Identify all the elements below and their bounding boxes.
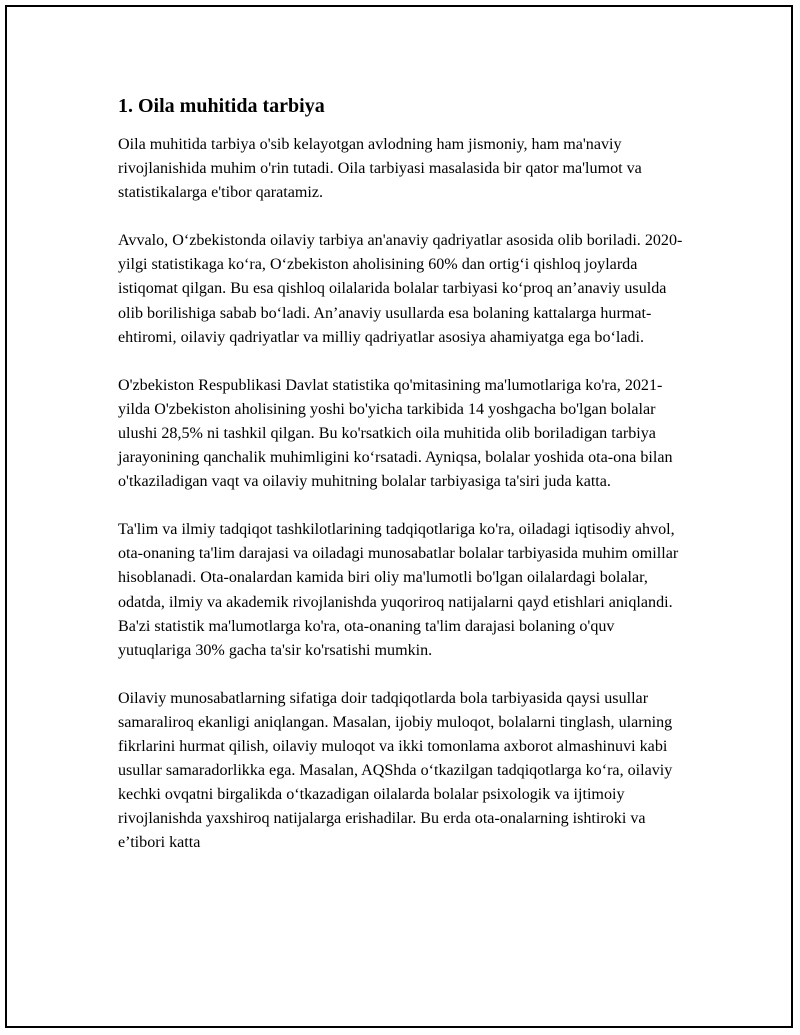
paragraph: Ta'lim va ilmiy tadqiqot tashkilotlarining tadqiqotlariga ko'ra, oiladagi iqtisodiy ahvol, ota-onaning ta'lim darajasi va oiladagi munosabatlar bolalar tarbiyasida muhim omillar hisoblanadi. Ota-onalardan kamida biri oliy ma'lumotli bo'lgan oilalardagi bolalar, odatda, ilmiy va akademik rivojlanishda yuqoriroq natijalarni qayd etishlari aniqlandi. Ba'zi statistik ma'lumotlarga ko'ra, ota-onaning ta'lim darajasi bolaning o'quv yutuqlariga 30% gacha ta'sir ko'rsatishi mumkin.	[118, 521, 679, 659]
document-body	[118, 92, 688, 879]
paragraph: Avvalo, O‘zbekistonda oilaviy tarbiya an'anaviy qadriyatlar asosida olib boriladi. 2020-yilgi statistikaga ko‘ra, O‘zbekiston aholisining 60% dan ortig‘i qishloq joylarda istiqomat qilgan. Bu esa qishloq oilalarida bolalar tarbiyasi ko‘proq an’anaviy usulda olib borilishiga sabab bo‘ladi. An’anaviy usullarda esa bolaning kattalarga hurmat-ehtiromi, oilaviy qadriyatlar va milliy qadriyatlar asosiya ahamiyatga ega bo‘ladi.	[118, 232, 683, 346]
paragraph: Oila muhitida tarbiya o'sib kelayotgan avlodning ham jismoniy, ham ma'naviy rivojlanishida muhim o'rin tutadi. Oila tarbiyasi masalasida bir qator ma'lumot va statistikalarga e'tibor qaratamiz.	[118, 136, 642, 202]
paragraph: O'zbekiston Respublikasi Davlat statistika qo'mitasining ma'lumotlariga ko'ra, 2021-yilda O'zbekiston aholisining yoshi bo'yicha tarkibida 14 yoshgacha bo'lgan bolalar ulushi 28,5% ni tashkil qilgan. Bu ko'rsatkich oila muhitida olib boriladigan tarbiya jarayonining qanchalik muhimligini ko‘rsatadi. Ayniqsa, bolalar yoshida ota-ona bilan o'tkaziladigan vaqt va oilaviy muhitning bolalar tarbiyasiga ta'siri juda katta.	[118, 376, 673, 491]
paragraph: Oilaviy munosabatlarning sifatiga doir tadqiqotlarda bola tarbiyasida qaysi usullar samaraliroq ekanligi aniqlangan. Masalan, ijobiy muloqot, bolalarni tinglash, ularning fikrlarini hurmat qilish, oilaviy muloqot va ikki tomonlama axborot almashinuvi kabi usullar samaradorlikka ega. Masalan, AQShda o‘tkazilgan tadqiqotlarga ko‘ra, oilaviy kechki ovqatni birgalikda o‘tkazadigan oilalarda bolalar psixologik va ijtimoiy rivojlanishda yaxshiroq natijalarga erishadilar. Bu erda ota-onalarning ishtiroki va e’tibori katta	[118, 689, 673, 852]
section-heading: 1. Oila muhitida tarbiya	[118, 95, 325, 117]
